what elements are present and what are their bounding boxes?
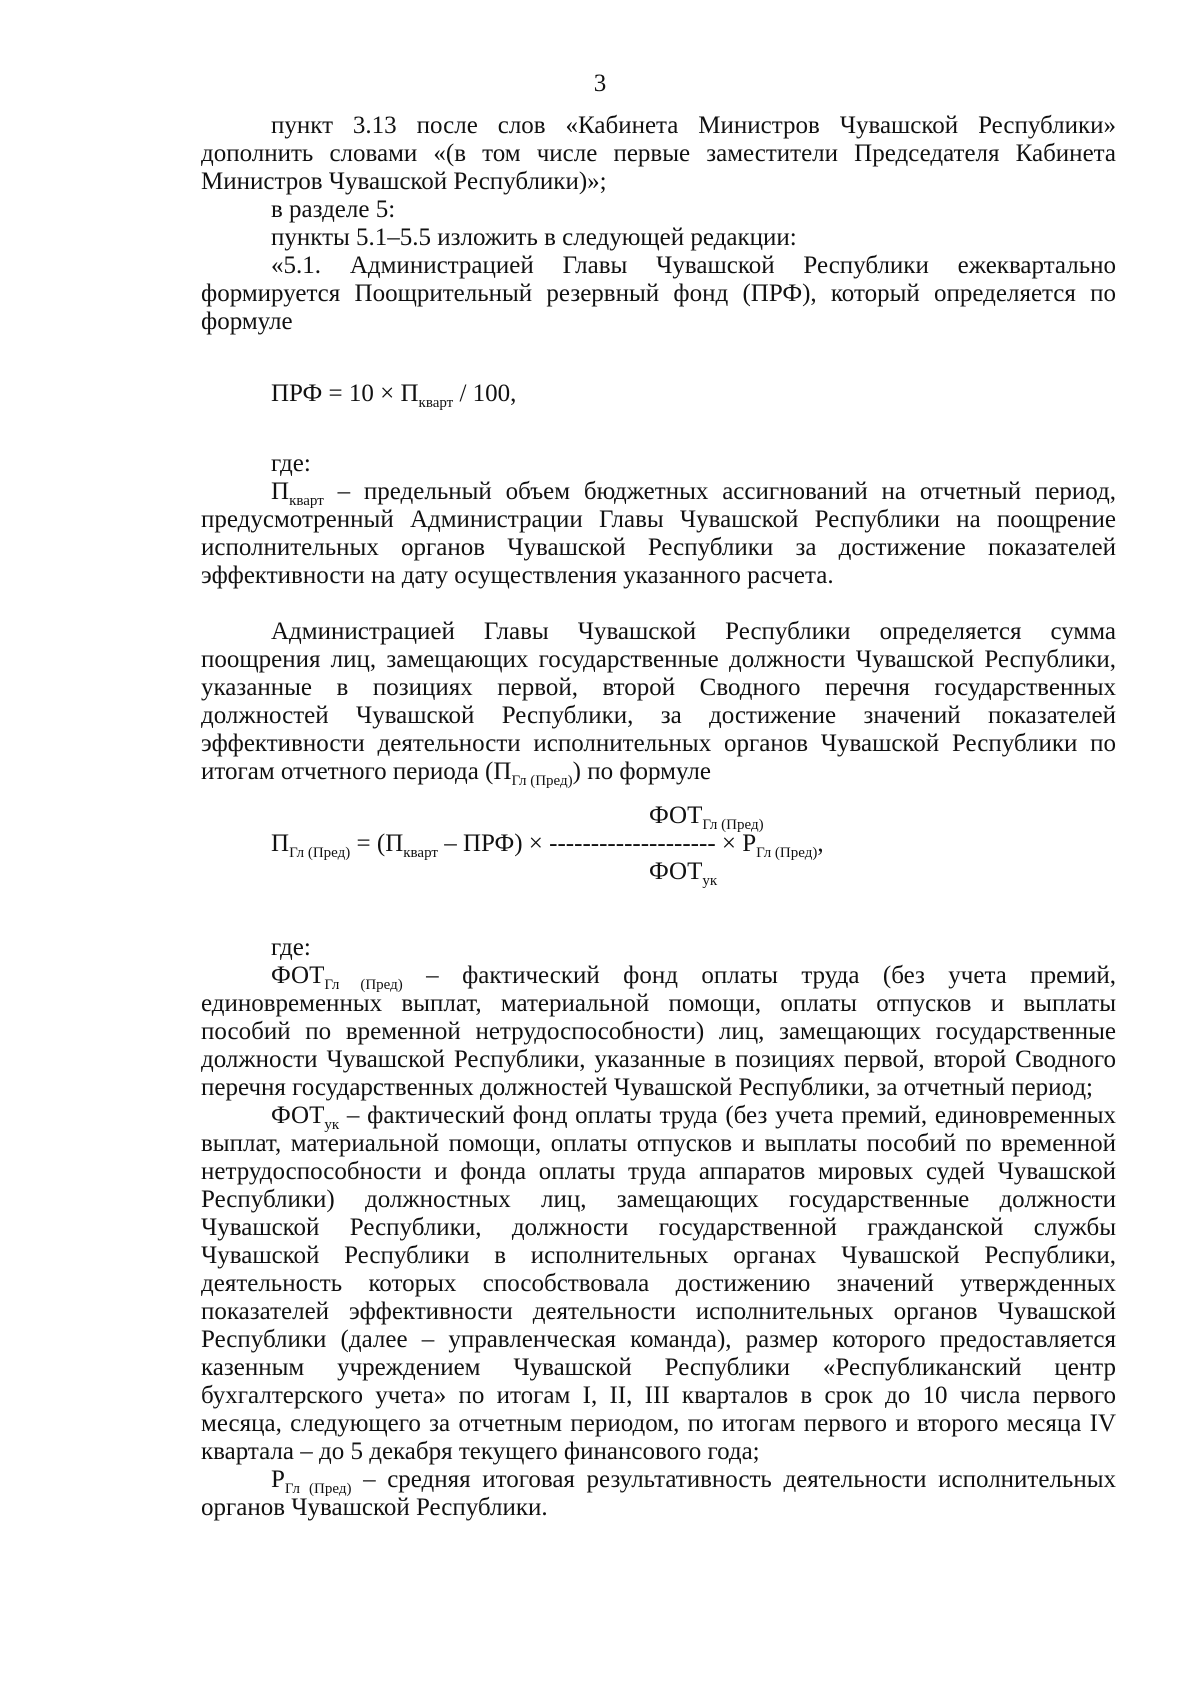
- fot-gl-symbol: ФОТ: [271, 962, 325, 989]
- pkvart-subscript: кварт: [289, 493, 324, 509]
- fot-uk-text: – фактический фонд оплаты труда (без учета премий, единовременных выплат, материальной помощи, оплаты отпусков и выплаты пособий по временной нетрудоспособности и фонда оплаты труда аппаратов мировых судей Чувашской Республики) должностных лиц, замещающих государственные должности Чувашской Республики, должности государственной гражданской службы Чувашской Республики в исполнительных органах Чувашской Республики, деятельность которых способствовала достижению значений утвержденных показателей эффективности деятельности исполнительных органов Чувашской Республики (далее – управленческая команда), размер которого предоставляется казенным учреждением Чувашской Республики «Республиканский центр бухгалтерского учета» по итогам I, II, III кварталов в срок до 10 числа первого месяца, следующего за отчетным периодом, по итогам первого и второго месяца IV квартала – до 5 декабря текущего финансового года;: [201, 1102, 1116, 1465]
- paragraph-3-13: пункт 3.13 после слов «Кабинета Министров Чувашской Республики» дополнить словами «(в том числе первые заместители Председателя Кабинета Министров Чувашской Республики)»;: [201, 112, 1116, 195]
- pkvart-symbol: П: [271, 478, 290, 505]
- formula-mid1-sub: кварт: [403, 845, 438, 861]
- document-body: [201, 112, 1116, 1522]
- admin-paragraph-tail: ) по формуле: [572, 758, 711, 785]
- formula-denominator-symbol: ФОТ: [649, 858, 703, 885]
- formula-mid2: – ПРФ) × -------------------- × Р: [437, 830, 757, 857]
- formula-denominator-sub: ук: [702, 873, 718, 889]
- page-number: 3: [593, 70, 607, 97]
- formula-denominator: [649, 858, 718, 889]
- formula-prf-right: / 100,: [453, 380, 517, 407]
- formula-numerator-symbol: ФОТ: [649, 802, 703, 829]
- formula-lhs: П: [271, 830, 290, 857]
- fot-uk-definition: [201, 1102, 1116, 1466]
- formula-prf-left: ПРФ = 10 × П: [271, 380, 419, 407]
- formula-mid2-sub: Гл (Пред): [756, 845, 818, 861]
- fot-uk-subscript: ук: [324, 1117, 340, 1133]
- formula-pgl-pred: [201, 802, 1116, 902]
- r-gl-symbol: Р: [271, 1466, 285, 1493]
- paragraph-points-5-1-5-5: пункты 5.1–5.5 изложить в следующей редакции:: [271, 224, 797, 251]
- r-gl-subscript: Гл (Пред): [284, 1481, 352, 1497]
- fot-gl-definition: [201, 962, 1116, 1102]
- r-gl-text: – средняя итоговая результативность деятельности исполнительных органов Чувашской Республики.: [201, 1466, 1116, 1521]
- pkvart-definition: [201, 478, 1116, 590]
- where-label-2: где:: [271, 934, 311, 961]
- fot-gl-subscript: Гл (Пред): [324, 977, 403, 993]
- formula-numerator-sub: Гл (Пред): [702, 817, 764, 833]
- admin-paragraph-text: Администрацией Главы Чувашской Республики определяется сумма поощрения лиц, замещающих государственные должности Чувашской Республики, указанные в позициях первой, второй Сводного перечня государственных должностей Чувашской Республики, за достижение значений показателей эффективности деятельности исполнительных органов Чувашской Республики по итогам отчетного периода (П: [201, 618, 1116, 785]
- formula-mid1: = (П: [350, 830, 404, 857]
- where-label-1: где:: [271, 450, 311, 477]
- pkvart-text: – предельный объем бюджетных ассигнований на отчетный период, предусмотренный Администрации Главы Чувашской Республики на поощрение исполнительных органов Чувашской Республики за достижение показателей эффективности на дату осуществления указанного расчета.: [201, 478, 1116, 589]
- r-gl-definition: [201, 1466, 1116, 1522]
- formula-lhs-sub: Гл (Пред): [289, 845, 351, 861]
- paragraph-5-1: «5.1. Администрацией Главы Чувашской Республики ежеквартально формируется Поощрительный резервный фонд (ПРФ), который определяется по формуле: [201, 252, 1116, 335]
- fot-gl-text: – фактический фонд оплаты труда (без учета премий, единовременных выплат, материальной помощи, оплаты отпусков и выплаты пособий по временной нетрудоспособности) лиц, замещающих государственные должности Чувашской Республики, указанные в позициях первой, второй Сводного перечня государственных должностей Чувашской Республики, за отчетный период;: [201, 962, 1116, 1101]
- admin-paragraph-sub: Гл (Пред): [511, 773, 573, 789]
- admin-paragraph: [201, 618, 1116, 789]
- paragraph-section-5: в разделе 5:: [271, 196, 396, 223]
- formula-numerator: [649, 802, 764, 833]
- formula-main-line: [271, 830, 824, 861]
- formula-prf-sub: кварт: [418, 395, 454, 411]
- fot-uk-symbol: ФОТ: [271, 1102, 325, 1129]
- formula-end: ,: [817, 830, 824, 857]
- formula-prf: [271, 380, 1116, 411]
